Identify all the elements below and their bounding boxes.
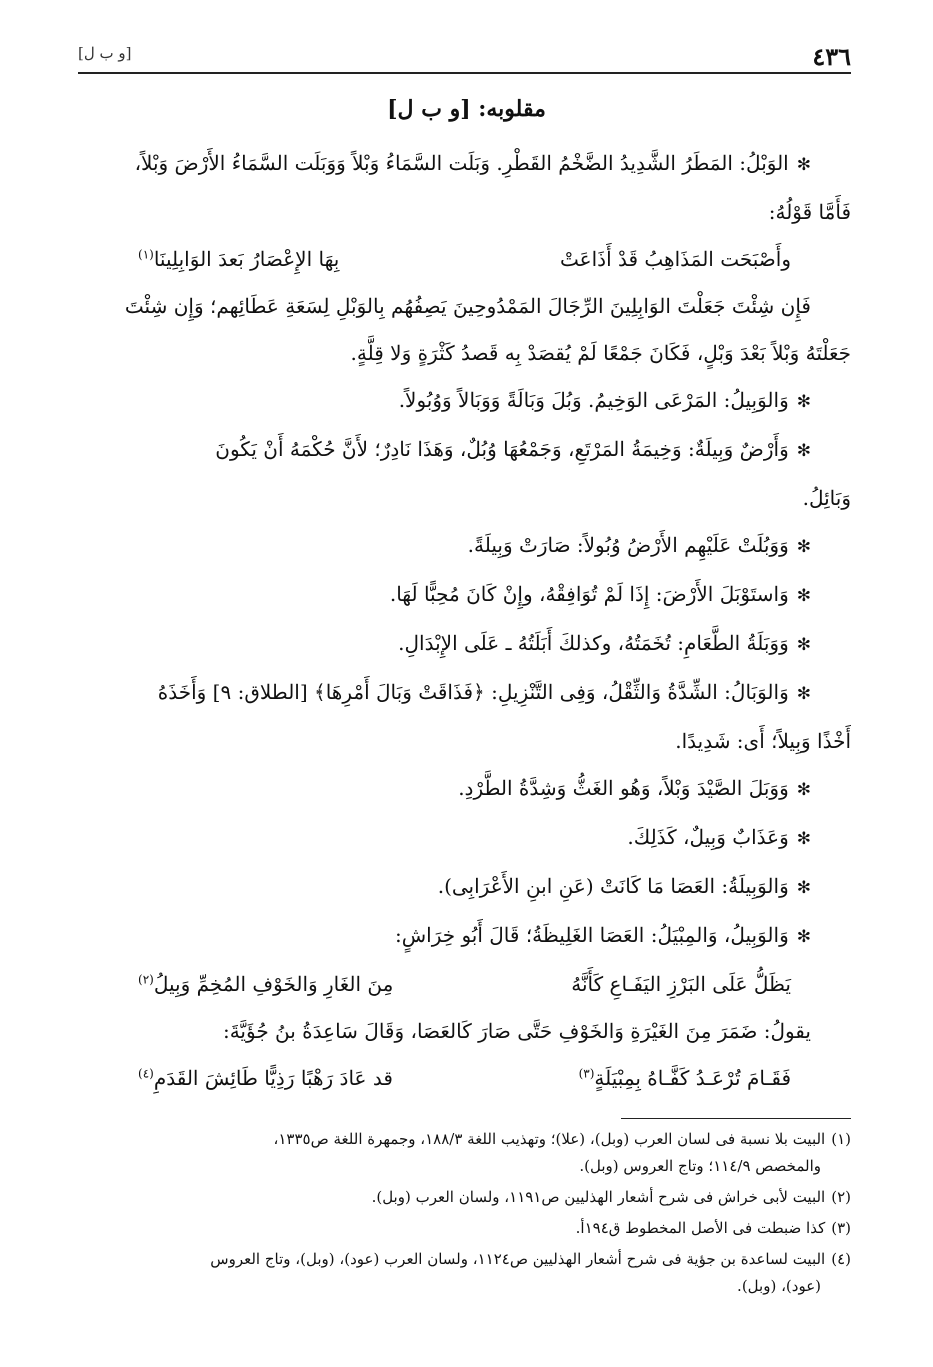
dictionary-entry <box>78 863 851 912</box>
verse-line <box>78 1055 851 1102</box>
entry-text: فَأَمَّا قَوْلُهُ: <box>768 200 851 224</box>
dictionary-entry <box>78 377 851 426</box>
footnote-text: (عود)، (وبل). <box>737 1277 821 1295</box>
footnote-marker: (٣) <box>578 1066 595 1081</box>
entry-bullet: ✻ <box>796 927 811 947</box>
entry-text: وَوَبَلَ الصَّيْدَ وَبْلاً، وَهُو الغَثُّ وَشِدَّةُ الطَّرْدِ. <box>458 776 789 800</box>
entry-bullet: ✻ <box>796 829 811 849</box>
hemistich-text: يَظَلُّ عَلَى البَرْزِ اليَفَـاعِ كَأَنَّهُ <box>571 972 791 996</box>
hemistich-text: قد عَادَ رَهْبًا رَذِيًّا طَائِشَ القَدَمِ <box>153 1066 393 1090</box>
entry-bullet: ✻ <box>796 155 811 175</box>
footnote-marker: (٤) <box>138 1066 154 1081</box>
dictionary-entry <box>78 765 851 814</box>
entry-text: وَبَائِلُ. <box>802 486 851 510</box>
hemistich-text: فَقَـامَ تُرْعَـدُ كَفَّـاهُ بِمِبْيَلَةٍ <box>594 1066 791 1090</box>
section-title: مقلوبه: [و ب ل] <box>387 96 546 122</box>
running-head: [و ب ل] <box>78 44 132 62</box>
dictionary-entry <box>78 669 851 765</box>
verse-second-hemistich <box>138 1055 393 1102</box>
dictionary-entry <box>78 426 851 522</box>
dictionary-entry <box>78 814 851 863</box>
entry-text: الوَبْلُ: المَطَرُ الشَّدِيدُ الضَّخْمُ القَطْرِ. وَبَلَت السَّمَاءُ وَبْلاً وَوَبَلَت السَّمَاءُ الأَرْضَ وَبْلاً، <box>134 151 789 175</box>
entry-text: جَعَلْتَهُ وَبْلاً بَعْدَ وَبْلٍ، فَكَانَ جَمْعًا لَمْ يُقصَدْ بِه قَصدُ كَثْرَةٍ وَلا قِلَّةٍ. <box>350 341 851 365</box>
entry-text: فَإِن شِئْتَ جَعَلْتَ الوَابِلِينَ الرِّجَالَ المَمْدُوحِينَ يَصِفُهُم بِالوَبْلِ لِسَعَةِ عَطَائِهم؛ وَإِن شِئْتَ <box>124 294 811 318</box>
footnote-marker: (٢) <box>138 972 154 987</box>
entry-text: وَالوَبِيلُ: المَرْعَى الوَخِيمُ. وَبُلَ وَبَالَةً وَوَبَالاً وَوُبُولاً. <box>398 388 789 412</box>
footnote-divider <box>621 1118 851 1119</box>
footnote-number: (٢) <box>831 1188 851 1206</box>
footnote-text: البيت لأبى خراش فى شرح أشعار الهذليين ص١١٩١، ولسان العرب (وبل). <box>371 1188 826 1206</box>
verse-first-hemistich <box>571 961 791 1008</box>
dictionary-entry <box>78 283 851 377</box>
entry-bullet: ✻ <box>796 780 811 800</box>
footnote <box>78 1126 851 1180</box>
footnote-marker: (١) <box>138 247 154 262</box>
verse-line <box>78 961 851 1008</box>
dictionary-entry <box>78 522 851 571</box>
entry-text: وَوَبَلَةُ الطَّعَامِ: تُخَمَتُهُ، وكذلكَ أَبَلَتُهُ ـ عَلَى الإِبْدَالِ. <box>398 631 789 655</box>
dictionary-body <box>78 140 851 1102</box>
dictionary-entry <box>78 912 851 961</box>
footnotes <box>78 1126 851 1304</box>
entry-bullet: ✻ <box>796 586 811 606</box>
page-header <box>78 38 851 74</box>
footnote-text: البيت لساعدة بن جؤية فى شرح أشعار الهذليين ص١١٢٤، ولسان العرب (عود)، (وبل)، وتاج العروس <box>210 1250 826 1268</box>
dictionary-entry <box>78 140 851 236</box>
entry-text: وَالوَبِيلُ، وَالمِبْيَلُ: العَصَا الغَلِيظَةُ؛ قَالَ أَبُو خِرَاشٍ: <box>395 923 789 947</box>
hemistich-text: بِهَا الإِعْصَارُ بَعدَ الوَابِلِينَا <box>153 247 340 271</box>
footnote-text: كذا ضبطت فى الأصل المخطوط ق١٩٤أ. <box>575 1219 826 1237</box>
entry-bullet: ✻ <box>796 392 811 412</box>
verse-first-hemistich <box>579 1055 791 1102</box>
hemistich-text: وأَصْبَحَت المَذَاهِبُ قَدْ أَذَاعَتْ <box>560 247 791 271</box>
page-number: ٤٣٦ <box>812 42 851 71</box>
verse-line <box>78 236 851 283</box>
entry-text: وَوَبُلَتْ عَلَيْهِم الأَرْضُ وُبُولاً: صَارَتْ وَبِيلَةً. <box>467 533 789 557</box>
footnote <box>78 1246 851 1300</box>
entry-bullet: ✻ <box>796 635 811 655</box>
entry-bullet: ✻ <box>796 878 811 898</box>
entry-bullet: ✻ <box>796 441 811 461</box>
entry-bullet: ✻ <box>796 537 811 557</box>
dictionary-entry <box>78 620 851 669</box>
footnote-number: (٣) <box>831 1219 851 1237</box>
footnote <box>78 1184 851 1211</box>
footnote-text: والمخصص ١١٤/٩؛ وتاج العروس (وبل). <box>579 1157 821 1175</box>
dictionary-entry <box>78 1008 851 1055</box>
footnote-number: (٤) <box>831 1250 851 1268</box>
verse-second-hemistich <box>138 236 339 283</box>
entry-text: وَأَرْضٌ وَبِيلَةٌ: وَخِيمَةُ المَرْتَعِ، وَجَمْعُهَا وُبُلٌ، وَهَذَا نَادِرٌ؛ لأَنَّ حُكْمَهُ أَنْ يَكُونَ <box>215 437 789 461</box>
entry-text: وَعَذَابٌ وَبِيلٌ، كَذَلِكَ. <box>627 825 789 849</box>
footnote-text: البيت بلا نسبة فى لسان العرب (وبل)، (علا)؛ وتهذيب اللغة ١٨٨/٣، وجمهرة اللغة ص١٣٣٥، <box>273 1130 826 1148</box>
hemistich-text: مِنَ الغَارِ وَالخَوْفِ المُخِمِّ وَبِيلُ <box>153 972 394 996</box>
entry-bullet: ✻ <box>796 684 811 704</box>
entry-text: وَالوَبِيلَةُ: العَصَا مَا كَانَتْ (عَنِ ابنِ الأَعْرَابِى). <box>437 874 789 898</box>
verse-first-hemistich <box>560 236 791 283</box>
verse-second-hemistich <box>138 961 393 1008</box>
entry-text: أَخْذًا وَبِيلاً؛ أَى: شَدِيدًا. <box>675 729 851 753</box>
dictionary-entry <box>78 571 851 620</box>
entry-text: يقولُ: ضَمَرَ مِنَ الغَيْرَةِ وَالخَوْفِ حَتَّى صَارَ كَالعَصَا، وَقَالَ سَاعِدَةُ بنُ جُؤَيَّةَ: <box>222 1019 811 1043</box>
footnote <box>78 1215 851 1242</box>
entry-text: وَاستَوْبَلَ الأَرْضَ: إِذَا لَمْ تُوَافِقْهُ، وإِنْ كَانَ مُحِبًّا لَهَا. <box>389 582 789 606</box>
footnote-number: (١) <box>831 1130 851 1148</box>
entry-text: وَالوَبَالُ: الشِّدَّةُ وَالثِّقْلُ، وَفِى التَّنْزِيلِ: ﴿فَذَاقَتْ وَبَالَ أَمْرِهَا﴾ [الطلاق: ٩] وَأَخَذَهُ <box>157 680 789 704</box>
